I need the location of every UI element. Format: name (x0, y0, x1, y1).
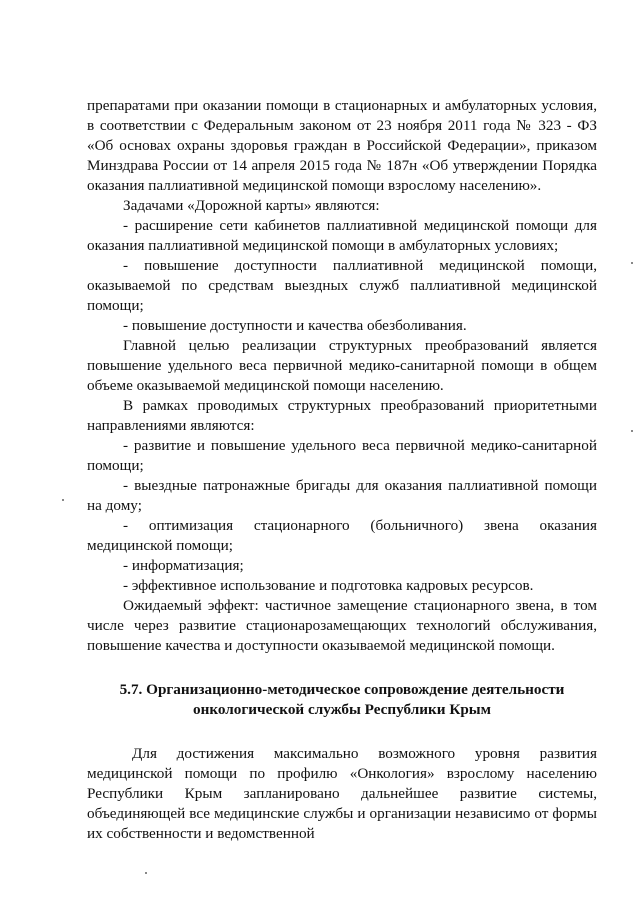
paragraph-legal-basis: препаратами при оказании помощи в стационарных и амбулаторных условия, в соответствии с Федеральным законом от 23 ноября 2011 года № 323 - ФЗ «Об основах охраны здоровья граждан в Российской Федерации», приказом Минздрава России от 14 апреля 2015 года № 187н «Об утверждении Порядка оказания паллиативной медицинской помощи взрослому населению». (87, 97, 597, 194)
list-item-priority: - эффективное использование и подготовка кадровых ресурсов. (123, 577, 534, 594)
list-item-task: - повышение доступности паллиативной медицинской помощи, оказываемой по средствам выездных служб паллиативной медицинской помощи; (87, 257, 597, 314)
paragraph-oncology: Для достижения максимально возможного уровня развития медицинской помощи по профилю «Онкология» взрослому населению Республики Крым запланировано дальнейшее развитие системы, объединяющей все медицинские службы и организации независимо от формы их собственности и ведомственной (87, 745, 597, 842)
scan-speck (631, 262, 633, 264)
list-item-priority: - оптимизация стационарного (больничного) звена оказания медицинской помощи; (87, 517, 597, 554)
paragraph-priorities-intro: В рамках проводимых структурных преобразований приоритетными направлениями являются: (87, 397, 597, 434)
section-heading-line1: 5.7. Организационно-методическое сопровождение деятельности (119, 681, 565, 698)
list-item-task: - повышение доступности и качества обезболивания. (123, 317, 467, 334)
list-item-priority: - развитие и повышение удельного веса первичной медико-санитарной помощи; (87, 437, 597, 474)
section-heading-line2: онкологической службы Республики Крым (192, 701, 492, 718)
scan-speck (145, 872, 147, 874)
document-page (87, 96, 597, 844)
list-item-priority: - выездные патронажные бригады для оказания паллиативной помощи на дому; (87, 477, 597, 514)
paragraph-main-goal: Главной целью реализации структурных преобразований является повышение удельного веса первичной медико-санитарной помощи в общем объеме оказываемой медицинской помощи населению. (87, 337, 597, 394)
paragraph-tasks-intro: Задачами «Дорожной карты» являются: (123, 197, 380, 214)
scan-speck (631, 430, 633, 432)
paragraph-expected-effect: Ожидаемый эффект: частичное замещение стационарного звена, в том числе через развитие стационарозамещающих технологий обслуживания, повышение качества и доступности оказываемой медицинской помощи. (87, 597, 597, 654)
section-heading (87, 680, 597, 720)
scan-speck (62, 499, 64, 501)
list-item-task: - расширение сети кабинетов паллиативной медицинской помощи для оказания паллиативной медицинской помощи в амбулаторных условиях; (87, 217, 597, 254)
list-item-priority: - информатизация; (123, 557, 244, 574)
